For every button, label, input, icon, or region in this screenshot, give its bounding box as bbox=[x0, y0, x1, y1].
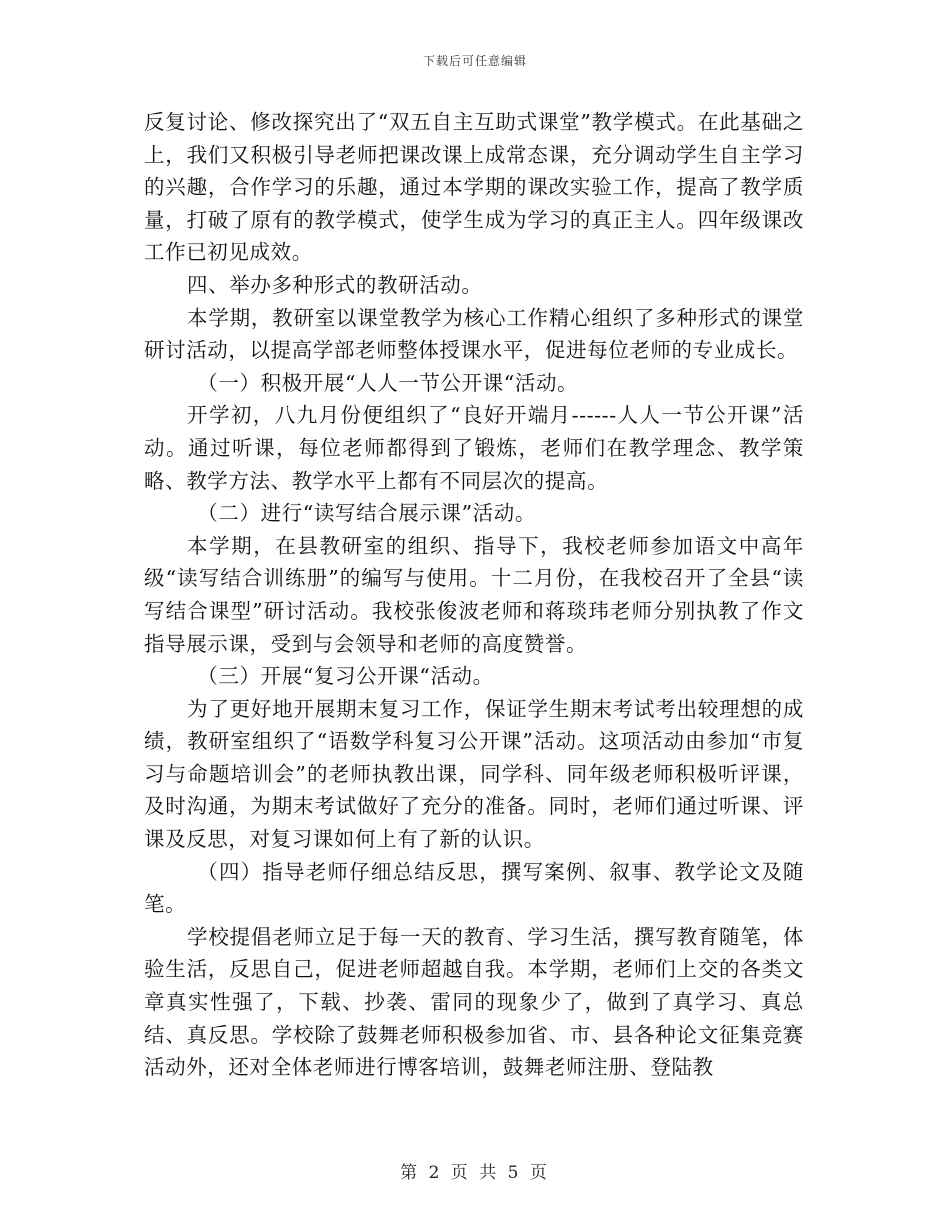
page-number: 第 2 页 共 5 页 bbox=[400, 1163, 550, 1183]
paragraph: 开学初，八九月份便组织了“良好开端月------人人一节公开课”活动。通过听课，每位老师都得到了锻炼，老师们在教学理念、教学策略、教学方法、教学水平上都有不同层次的提高。 bbox=[144, 403, 804, 493]
subsection-heading-2: （二）进行“读写结合展示课”活动。 bbox=[197, 501, 536, 526]
subsection-heading-1: （一）积极开展“人人一节公开课“活动。 bbox=[197, 370, 579, 395]
section-heading-4: 四、举办多种形式的教研活动。 bbox=[187, 272, 483, 297]
page-header: 下载后可任意编辑 bbox=[422, 54, 527, 68]
paragraph: 为了更好地开展期末复习工作，保证学生期末考试考出较理想的成绩，教研室组织了“语数学科复习公开课”活动。这项活动由参加“市复习与命题培训会”的老师执教出课，同学科、同年级老师积极听评课，及时沟通，为期末考试做好了充分的准备。同时，老师们通过听课、评课及反思，对复习课如何上有了新的认识。 bbox=[144, 696, 804, 852]
paragraph-continuation: 反复讨论、修改探究出了“双五自主互助式课堂”教学模式。在此基础之上，我们又积极引导老师把课改课上成常态课，充分调动学生自主学习的兴趣，合作学习的乐趣，通过本学期的课改实验工作，提高了教学质量，打破了原有的教学模式，使学生成为学习的真正主人。四年级课改工作已初见成效。 bbox=[144, 110, 804, 265]
subsection-heading-4: （四）指导老师仔细总结反思，撰写案例、叙事、教学论文及随笔。 bbox=[144, 859, 804, 917]
subsection-heading-3: （三）开展“复习公开课“活动。 bbox=[197, 664, 494, 689]
paragraph: 学校提倡老师立足于每一天的教育、学习生活，撰写教育随笔，体验生活，反思自己，促进老师超越自我。本学期，老师们上交的各类文章真实性强了，下载、抄袭、雷同的现象少了，做到了真学习、真总结、真反思。学校除了鼓舞老师积极参加省、市、县各种论文征集竞赛活动外，还对全体老师进行博客培训，鼓舞老师注册、登陆教 bbox=[144, 924, 804, 1080]
paragraph: 本学期，教研室以课堂教学为核心工作精心组织了多种形式的课堂研讨活动，以提高学部老师整体授课水平，促进每位老师的专业成长。 bbox=[144, 305, 804, 363]
paragraph: 本学期，在县教研室的组织、指导下，我校老师参加语文中高年级“读写结合训练册”的编写与使用。十二月份，在我校召开了全县“读写结合课型”研讨活动。我校张俊波老师和蒋琰玮老师分别执教了作文指导展示课，受到与会领导和老师的高度赞誉。 bbox=[144, 533, 804, 656]
document-body bbox=[144, 106, 804, 1084]
